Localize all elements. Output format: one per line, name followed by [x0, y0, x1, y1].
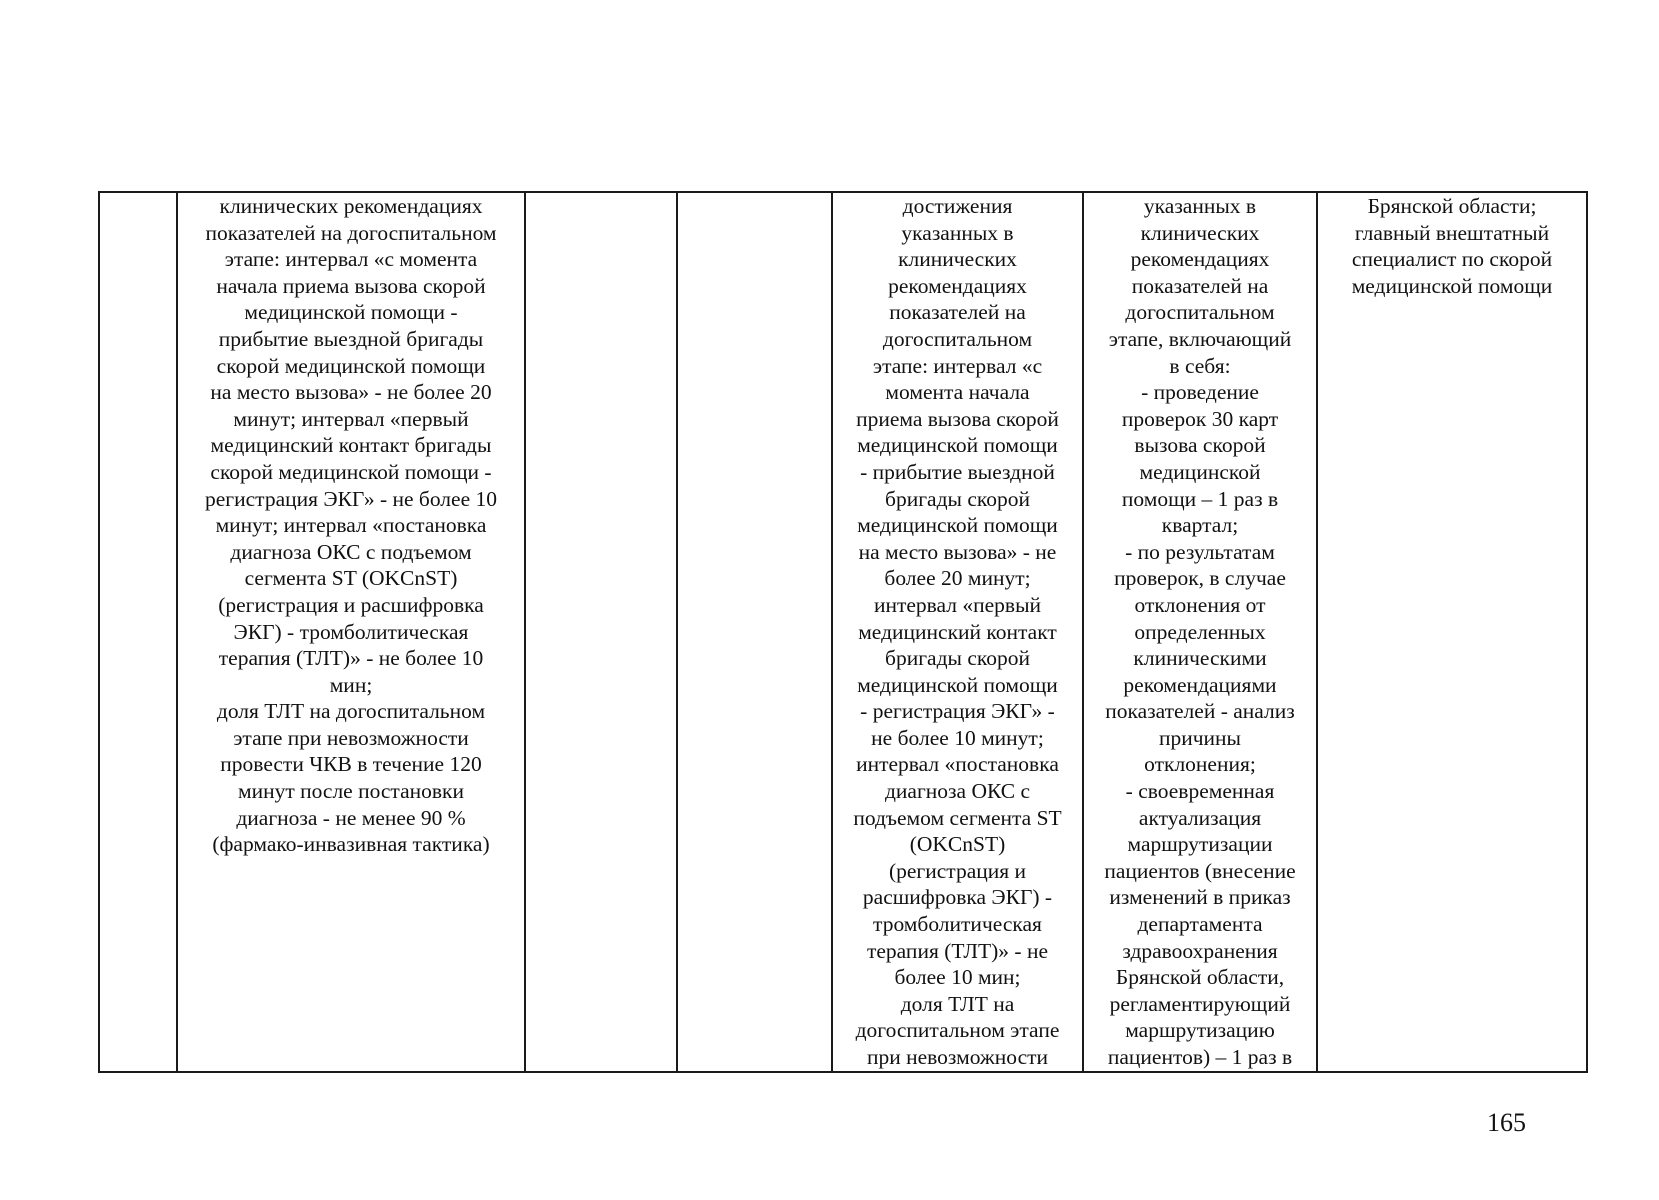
cell-text-line: клинических рекомендациях	[219, 194, 483, 218]
cell-text-line: - регистрация ЭКГ» -	[860, 699, 1055, 724]
cell-text-line: специалист по скорой	[1351, 247, 1553, 272]
cell-text-line: интервал «первый	[873, 592, 1042, 617]
cell-text-line: не более 10 минут;	[871, 725, 1044, 750]
cell-text-line: догоспитальном	[882, 326, 1033, 351]
cell-text-line: показателей на догоспитальном	[205, 220, 497, 245]
cell-text-line: подъемом сегмента ST	[853, 805, 1062, 830]
cell-text-line: минут; интервал «постановка	[215, 513, 487, 538]
cell-text-line: приема вызова скорой	[856, 406, 1059, 431]
cell-text-line: проверок 30 карт	[1121, 406, 1279, 431]
continuation-table	[98, 191, 1588, 1073]
cell-text-line: этапе: интервал «с момента	[224, 247, 478, 272]
cell-text-line: - прибытие выездной	[860, 459, 1055, 484]
cell-text-line: мин;	[329, 672, 373, 697]
cell-text-line: на место вызова» - не	[858, 539, 1057, 564]
cell-text-line: догоспитальном	[1125, 300, 1275, 325]
cell-text-line: маршрутизацию	[1125, 1018, 1275, 1043]
cell-text-line: рекомендациях	[888, 273, 1027, 298]
cell-text-line: - своевременная	[1125, 779, 1275, 804]
cell-col-6	[1083, 192, 1317, 1072]
cell-text-line: бригады скорой	[885, 486, 1030, 511]
cell-text-line: клинических	[1140, 220, 1260, 245]
cell-text-line: медицинской помощи	[857, 433, 1058, 458]
cell-text-line: в себя:	[1169, 353, 1231, 378]
cell-text-line: медицинской	[1139, 459, 1261, 484]
cell-text-line: - по результатам	[1125, 539, 1275, 564]
cell-text-line: терапия (ТЛТ)» - не	[866, 938, 1049, 963]
cell-text-line: показателей - анализ	[1105, 699, 1295, 724]
cell-text-line: Брянской области;	[1367, 194, 1537, 218]
cell-text-line: проверок, в случае	[1114, 566, 1286, 591]
cell-text-line: отклонения;	[1144, 752, 1256, 777]
cell-text-line: пациентов) – 1 раз в	[1107, 1045, 1293, 1069]
cell-text-line: минут после постановки	[237, 779, 464, 804]
cell-text-line: интервал «постановка	[856, 752, 1059, 777]
cell-text-line: помощи – 1 раз в	[1121, 486, 1279, 511]
cell-text-line: терапия (ТЛТ)» - не более 10	[218, 646, 484, 671]
cell-text-line: рекомендациями	[1123, 672, 1277, 697]
cell-col-2	[177, 192, 525, 1072]
cell-text-line: диагноза ОКС с подъемом	[230, 539, 472, 564]
cell-text-line: - проведение	[1141, 380, 1259, 405]
cell-text-line: более 20 минут;	[884, 566, 1031, 591]
cell-text-line: определенных	[1134, 619, 1266, 644]
page-number: 165	[1487, 1108, 1526, 1137]
cell-text-line: доля ТЛТ на догоспитальном	[216, 699, 486, 724]
cell-text-line: медицинской помощи	[857, 672, 1058, 697]
cell-text-line: маршрутизации	[1127, 832, 1273, 857]
cell-text-line: бригады скорой	[885, 646, 1030, 671]
cell-text-line: медицинский контакт	[858, 619, 1057, 644]
cell-text-line: изменений в приказ	[1109, 885, 1291, 910]
cell-text-line: (фармако-инвазивная тактика)	[212, 832, 490, 857]
cell-text-line: сегмента ST (OKCnST)	[244, 566, 458, 591]
cell-text-line: департамента	[1137, 912, 1263, 937]
cell-text-line: этапе при невозможности	[233, 725, 469, 750]
cell-text-line: квартал;	[1161, 513, 1239, 538]
cell-text-line: момента начала	[885, 380, 1030, 405]
cell-text-line: здравоохранения	[1122, 938, 1278, 963]
cell-text-line: более 10 мин;	[894, 965, 1021, 990]
cell-text-line: скорой медицинской помощи -	[210, 459, 492, 484]
cell-text-line: при невозможности	[866, 1045, 1049, 1069]
cell-text-line: начала приема вызова скорой	[216, 273, 486, 298]
cell-text-line: этапе, включающий	[1108, 326, 1292, 351]
cell-text-line: регистрация ЭКГ» - не более 10	[205, 486, 497, 511]
cell-col-5	[832, 192, 1083, 1072]
cell-text-line: достижения	[902, 194, 1013, 218]
cell-text-line: указанных в	[1143, 194, 1257, 218]
cell-text-line: тромболитическая	[873, 912, 1042, 937]
cell-text-line: (регистрация и расшифровка	[218, 592, 484, 617]
cell-text-line: регламентирующий	[1109, 991, 1291, 1016]
cell-text-line: вызова скорой	[1134, 433, 1266, 458]
cell-text-line: (OKCnST)	[909, 832, 1006, 857]
cell-text-line: медицинской помощи -	[244, 300, 458, 325]
cell-text-line: причины	[1158, 725, 1242, 750]
cell-text-line: минут; интервал «первый	[233, 406, 469, 431]
cell-col-3	[525, 192, 677, 1072]
cell-text-line: пациентов (внесение	[1104, 858, 1296, 883]
table-row	[99, 192, 1587, 1072]
cell-text-line: прибытие выездной бригады	[218, 326, 484, 351]
cell-text-line: провести ЧКВ в течение 120	[220, 752, 482, 777]
cell-text-line: главный внештатный	[1354, 220, 1550, 245]
cell-text-line: указанных в	[901, 220, 1014, 245]
cell-text-line: отклонения от	[1134, 592, 1266, 617]
cell-text-line: медицинский контакт бригады	[210, 433, 492, 458]
cell-col-4	[677, 192, 832, 1072]
cell-text-line: клиническими	[1133, 646, 1267, 671]
cell-text-line: показателей на	[889, 300, 1026, 325]
cell-text-line: медицинской помощи	[857, 513, 1058, 538]
cell-text-line: скорой медицинской помощи	[216, 353, 486, 378]
cell-text-line: расшифровка ЭКГ) -	[862, 885, 1053, 910]
cell-text-line: диагноза ОКС с	[884, 779, 1031, 804]
cell-text-line: (регистрация и	[888, 858, 1027, 883]
cell-text-line: на место вызова» - не более 20	[210, 380, 492, 405]
cell-text-line: ЭКГ) - тромболитическая	[233, 619, 469, 644]
cell-text-line: рекомендациях	[1130, 247, 1270, 272]
cell-text-line: медицинской помощи	[1351, 273, 1553, 298]
cell-text-line: догоспитальном этапе	[855, 1018, 1060, 1043]
cell-text-line: диагноза - не менее 90 %	[236, 805, 466, 830]
cell-text-line: клинических	[898, 247, 1017, 272]
cell-text-line: показателей на	[1131, 273, 1269, 298]
cell-col-7	[1317, 192, 1587, 1072]
cell-text-line: актуализация	[1138, 805, 1262, 830]
cell-text-line: Брянской области,	[1115, 965, 1285, 990]
cell-text-line: доля ТЛТ на	[900, 991, 1015, 1016]
cell-text-line: этапе: интервал «с	[872, 353, 1043, 378]
cell-col-1	[99, 192, 177, 1072]
